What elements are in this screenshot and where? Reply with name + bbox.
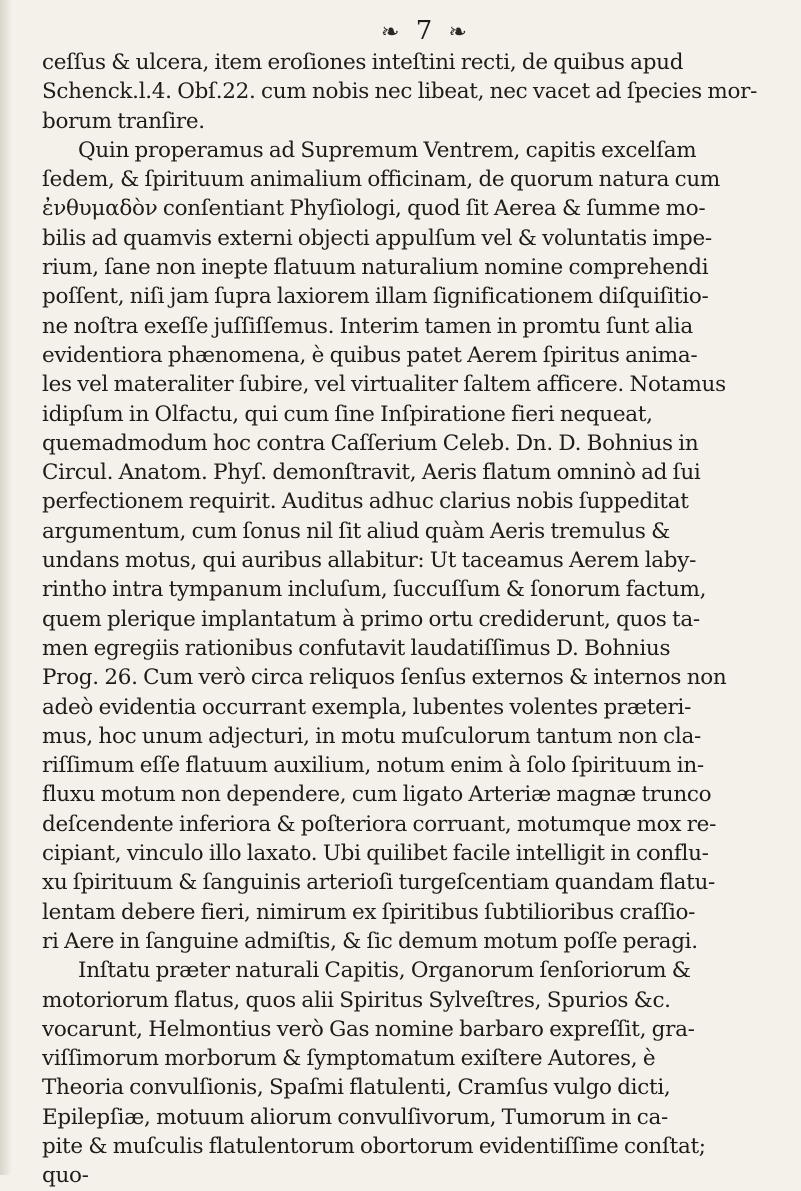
- text-line: Circul. Anatom. Phyſ. demonſtravit, Aeris flatum omninò ad ſui: [42, 460, 701, 486]
- catchword: quo-: [42, 1163, 89, 1189]
- text-line: Quin properamus ad Supremum Ventrem, capitis excelſam: [78, 137, 697, 163]
- text-line: fluxu motum non dependere, cum ligato Arteriæ magnæ trunco: [42, 782, 712, 808]
- text-line: men egregiis rationibus confutavit laudatiſſimus D. Bohnius: [42, 635, 671, 661]
- text-line: vocarunt, Helmontius verò Gas nomine barbaro expreſſit, gra-: [42, 1016, 695, 1042]
- text-line: motoriorum flatus, quos alii Spiritus Sylveſtres, Spurios &c.: [42, 987, 671, 1013]
- text-line: rintho intra tympanum incluſum, ſuccuſſum & ſonorum factum,: [42, 577, 707, 603]
- text-line: Prog. 26. Cum verò circa reliquos ſenſus externos & internos non: [42, 665, 727, 691]
- text-line: riſſimum eſſe flatuum auxilium, notum enim à ſolo ſpirituum in-: [42, 753, 704, 779]
- text-line: xu ſpirituum & ſanguinis arterioſi turgeſcentiam quandam flatu-: [42, 870, 715, 896]
- text-line: Inſtatu præter naturali Capitis, Organorum ſenſoriorum &: [78, 958, 691, 984]
- text-line: Epilepſiæ, motuum aliorum convulſivorum, Tumorum in ca-: [42, 1104, 669, 1130]
- text-line: les vel materaliter ſubire, vel virtualiter ſaltem afficere. Notamus: [42, 372, 726, 398]
- text-line: quem plerique implantatum à primo ortu crediderunt, quos ta-: [42, 606, 700, 632]
- text-line: ri Aere in ſanguine admiſtis, & ſic demum motum poſſe peragi.: [42, 928, 698, 954]
- text-line: pite & muſculis flatulentorum obortorum evidentiſſime conſtat;: [42, 1133, 706, 1159]
- text-line: ne noſtra exeſſe juſſiſſemus. Interim tamen in promtu ſunt alia: [42, 313, 693, 339]
- page-gutter-shadow: [0, 0, 12, 1175]
- text-line: ſedem, & ſpirituum animalium officinam, de quorum natura cum: [42, 167, 721, 193]
- text-line: ἐνθυμαδὸν conſentiant Phyſiologi, quod ſit Aerea & ſumme mo-: [42, 196, 706, 222]
- text-line: Schenck.l.4. Obſ.22. cum nobis nec libeat, nec vacet ad ſpecies mor-: [42, 79, 758, 105]
- text-line: mus, hoc unum adjecturi, in motu muſculorum tantum non cla-: [42, 723, 701, 749]
- text-line: bilis ad quamvis externi objecti appulſum vel & voluntatis impe-: [42, 225, 712, 251]
- ornament-left-icon: ❧: [381, 20, 401, 45]
- text-line: borum tranſire.: [42, 108, 205, 134]
- ornament-right-icon: ❧: [448, 20, 468, 45]
- text-line: rium, ſane non inepte flatuum naturalium nomine comprehendi: [42, 255, 709, 281]
- text-line: idipſum in Olfactu, qui cum ſine Inſpiratione fieri nequeat,: [42, 401, 653, 427]
- text-line: perfectionem requirit. Auditus adhuc clarius nobis ſuppeditat: [42, 489, 689, 515]
- text-line: lentam debere fieri, nimirum ex ſpiritibus ſubtilioribus craſſio-: [42, 899, 696, 925]
- text-line: adeò evidentia occurrant exempla, lubentes volentes præteri-: [42, 694, 692, 720]
- text-line: quemadmodum hoc contra Caſſerium Celeb. Dn. D. Bohnius in: [42, 430, 699, 456]
- text-line: argumentum, cum ſonus nil ſit aliud quàm Aeris tremulus &: [42, 518, 670, 544]
- page-header: [62, 14, 787, 48]
- page-number: 7: [415, 16, 434, 46]
- text-line: evidentiora phænomena, è quibus patet Aerem ſpiritus anima-: [42, 342, 698, 368]
- text-line: poſſent, niſi jam ſupra laxiorem illam ſignificationem diſquiſitio-: [42, 284, 709, 310]
- text-line: deſcendente inferiora & poſteriora corruant, motumque mox re-: [42, 811, 717, 837]
- text-line: ceſſus & ulcera, item eroſiones inteſtini recti, de quibus apud: [42, 50, 684, 75]
- text-line: cipiant, vinculo illo laxato. Ubi quilibet facile intelligit in conflu-: [42, 841, 709, 867]
- body-text: [42, 48, 787, 1191]
- text-line: viſſimorum morborum & ſymptomatum exiſtere Autores, è: [42, 1046, 656, 1072]
- text-line: undans motus, qui auribus allabitur: Ut taceamus Aerem laby-: [42, 548, 697, 574]
- text-line: Theoria convulſionis, Spaſmi flatulenti, Cramſus vulgo dicti,: [42, 1075, 671, 1101]
